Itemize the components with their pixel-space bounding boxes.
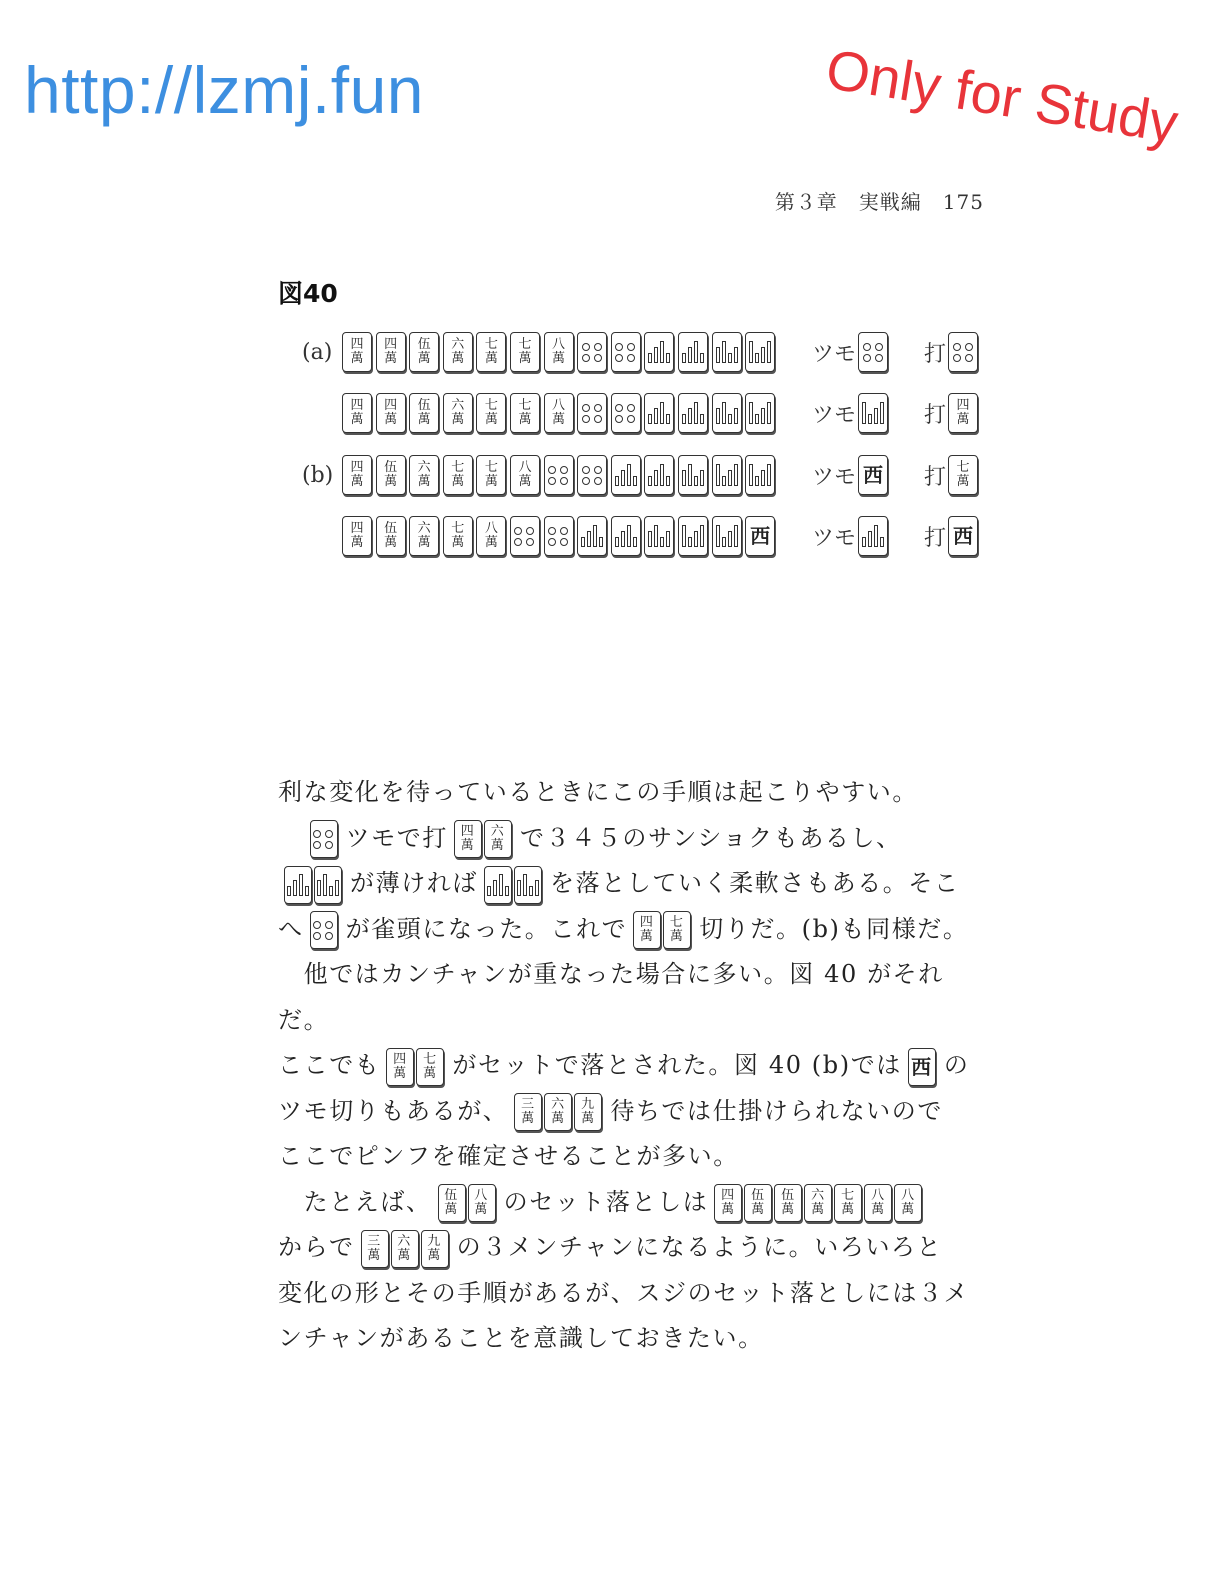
souzu-tile [577,516,607,556]
paragraph [278,770,986,816]
text-run: がセットで落とされた。図 40 (b)では [452,1051,902,1079]
paragraph [278,1089,986,1135]
manzu-tile: 九 萬 [421,1230,449,1268]
discard-tile [948,455,982,495]
souzu-tile [712,516,742,556]
manzu-tile: 伍 萬 [774,1184,802,1222]
draw-word: ツモ [812,464,857,490]
manzu-tile: 七 萬 [834,1184,862,1222]
souzu-tile [644,393,674,433]
manzu-tile: 四 萬 [386,1048,414,1086]
text-run: を落としていく柔軟さもある。そこ [550,869,960,897]
manzu-tile: 八 萬 [864,1184,892,1222]
souzu-tile [712,393,742,433]
text-run: へ [278,914,304,943]
manzu-tile: 四 萬 [342,393,372,433]
draw-a2 [812,393,892,433]
text-run: ここでピンフを確定させることが多い。 [278,1142,739,1170]
discard-word: 打 [924,341,947,367]
paragraph [278,1043,986,1089]
manzu-tile: 八 萬 [468,1184,496,1222]
draw-tile [858,332,892,372]
text-run: 利な変化を待っているときにこの手順は起こりやすい。 [278,778,918,806]
inline-tile-group [484,866,544,904]
souzu-tile [644,455,674,495]
pinzu-tile [544,455,574,495]
honor-tile: 西 [948,516,978,556]
pinzu-tile [611,332,641,372]
souzu-tile [314,866,342,904]
manzu-tile: 四 萬 [342,332,372,372]
paragraph [278,1271,986,1317]
text-run: のセット落としは [503,1187,709,1216]
draw-b2 [812,516,892,556]
discard-tile [948,516,982,556]
draw-word: ツモ [812,402,857,428]
manzu-tile: 七 萬 [476,332,506,372]
pinzu-tile [544,516,574,556]
souzu-tile [745,332,775,372]
souzu-tile [745,455,775,495]
manzu-tile: 七 萬 [510,332,540,372]
manzu-tile: 八 萬 [544,393,574,433]
manzu-tile: 八 萬 [476,516,506,556]
manzu-tile: 伍 萬 [376,516,406,556]
souzu-tile [611,455,641,495]
text-run: の３メンチャンになるように。いろいろと [456,1233,943,1261]
manzu-tile: 七 萬 [443,516,473,556]
manzu-tile: 六 萬 [484,820,512,858]
text-run: 切りだ。(b)も同様だ。 [699,914,969,943]
hand-tiles [342,332,779,372]
souzu-tile [858,393,888,433]
inline-tile-group [714,1184,924,1222]
paragraph [278,907,986,953]
draw-tile [858,393,892,433]
text-run: たとえば、 [303,1187,432,1216]
discard-b [924,455,982,495]
draw-word: ツモ [812,341,857,367]
pinzu-tile [577,332,607,372]
discard-tile [948,332,982,372]
honor-tile: 西 [908,1048,936,1086]
souzu-tile [712,332,742,372]
figure-title: 図40 [278,279,338,308]
manzu-tile: 三 萬 [361,1230,389,1268]
manzu-tile: 四 萬 [376,332,406,372]
draw-tile [858,516,892,556]
souzu-tile [611,516,641,556]
inline-tile-group [284,866,344,904]
inline-tile-group [361,1230,451,1268]
manzu-tile: 伍 萬 [376,455,406,495]
pinzu-tile [577,393,607,433]
souzu-tile [514,866,542,904]
hand-tiles [342,516,779,556]
paragraph [278,952,986,1043]
inline-tile-group [310,911,340,949]
honor-tile: 西 [858,455,888,495]
row-label: (a) [302,339,333,365]
paragraph [278,1180,986,1226]
inline-tile-group [514,1093,604,1131]
manzu-tile: 六 萬 [409,516,439,556]
manzu-tile: 七 萬 [663,911,691,949]
manzu-tile: 伍 萬 [744,1184,772,1222]
manzu-tile: 六 萬 [544,1093,572,1131]
text-run: ツモで打 [345,823,449,852]
manzu-tile: 八 萬 [894,1184,922,1222]
discard-a [924,332,982,372]
souzu-tile [484,866,512,904]
manzu-tile: 伍 萬 [409,393,439,433]
souzu-tile [678,516,708,556]
text-run: が雀頭になった。これで [345,914,628,943]
text-run: 変化の形とその手順があるが、スジのセット落としには３メ [278,1278,970,1307]
manzu-tile: 三 萬 [514,1093,542,1131]
manzu-tile: 伍 萬 [438,1184,466,1222]
manzu-tile: 七 萬 [443,455,473,495]
hand-row-b [302,450,779,500]
inline-tile-group [633,911,693,949]
text-run: が薄ければ [350,869,478,897]
paragraph [278,861,986,907]
pinzu-tile [577,455,607,495]
watermark-url: http://lzmj.fun [24,53,424,127]
manzu-tile: 六 萬 [443,393,473,433]
souzu-tile [284,866,312,904]
honor-tile: 西 [745,516,775,556]
text-run: ンチャンがあることを意識しておきたい。 [278,1324,764,1352]
discard-a2 [924,393,982,433]
hand-row-a2 [302,388,779,438]
discard-word: 打 [924,464,947,490]
souzu-tile [678,332,708,372]
draw-word: ツモ [812,525,857,551]
draw-tile [858,455,892,495]
manzu-tile: 七 萬 [476,393,506,433]
pinzu-tile [611,393,641,433]
pinzu-tile [510,516,540,556]
manzu-tile: 七 萬 [476,455,506,495]
pinzu-tile [310,911,338,949]
manzu-tile: 八 萬 [510,455,540,495]
row-label: (b) [302,462,334,488]
manzu-tile: 四 萬 [376,393,406,433]
discard-word: 打 [924,525,947,551]
watermark-study: Only for Study [821,36,1183,155]
paragraph [278,1134,986,1180]
discard-word: 打 [924,402,947,428]
manzu-tile: 六 萬 [443,332,473,372]
manzu-tile: 四 萬 [454,820,482,858]
inline-tile-group [438,1184,498,1222]
text-run: で３４５のサンショクもあるし、 [520,823,902,852]
souzu-tile [678,393,708,433]
text-run: ここでも [278,1051,381,1079]
manzu-tile: 四 萬 [714,1184,742,1222]
draw-a [812,332,892,372]
manzu-tile: 六 萬 [391,1230,419,1268]
manzu-tile: 四 萬 [342,455,372,495]
discard-b2 [924,516,982,556]
souzu-tile [858,516,888,556]
manzu-tile: 伍 萬 [409,332,439,372]
manzu-tile: 四 萬 [948,393,978,433]
running-head: 第３章 実戦編 175 [774,190,984,214]
text-run: からで [278,1233,355,1261]
inline-tile-group [908,1048,938,1086]
souzu-tile [712,455,742,495]
pinzu-tile [948,332,978,372]
discard-tile [948,393,982,433]
pinzu-tile [858,332,888,372]
hand-tiles [342,455,779,495]
paragraph [278,816,986,862]
paragraph [278,1316,986,1362]
body-text [278,770,986,1362]
souzu-tile [678,455,708,495]
draw-b [812,455,892,495]
manzu-tile: 九 萬 [574,1093,602,1131]
hand-tiles [342,393,779,433]
manzu-tile: 四 萬 [633,911,661,949]
manzu-tile: 七 萬 [948,455,978,495]
hand-row-a [302,327,779,377]
inline-tile-group [454,820,514,858]
manzu-tile: 七 萬 [510,393,540,433]
souzu-tile [644,516,674,556]
paragraph [278,1225,986,1271]
manzu-tile: 四 萬 [342,516,372,556]
inline-tile-group [310,820,340,858]
text-run: の [943,1051,970,1079]
hand-row-b2 [302,511,779,561]
text-run: 他ではカンチャンが重なった場合に多い。図 40 がそれだ。 [278,960,944,1034]
manzu-tile: 六 萬 [409,455,439,495]
text-run: ツモ切りもあるが、 [278,1096,509,1125]
souzu-tile [745,393,775,433]
manzu-tile: 七 萬 [416,1048,444,1086]
manzu-tile: 八 萬 [544,332,574,372]
souzu-tile [644,332,674,372]
manzu-tile: 六 萬 [804,1184,832,1222]
text-run: 待ちでは仕掛けられないので [610,1096,943,1125]
inline-tile-group [386,1048,446,1086]
pinzu-tile [310,820,338,858]
